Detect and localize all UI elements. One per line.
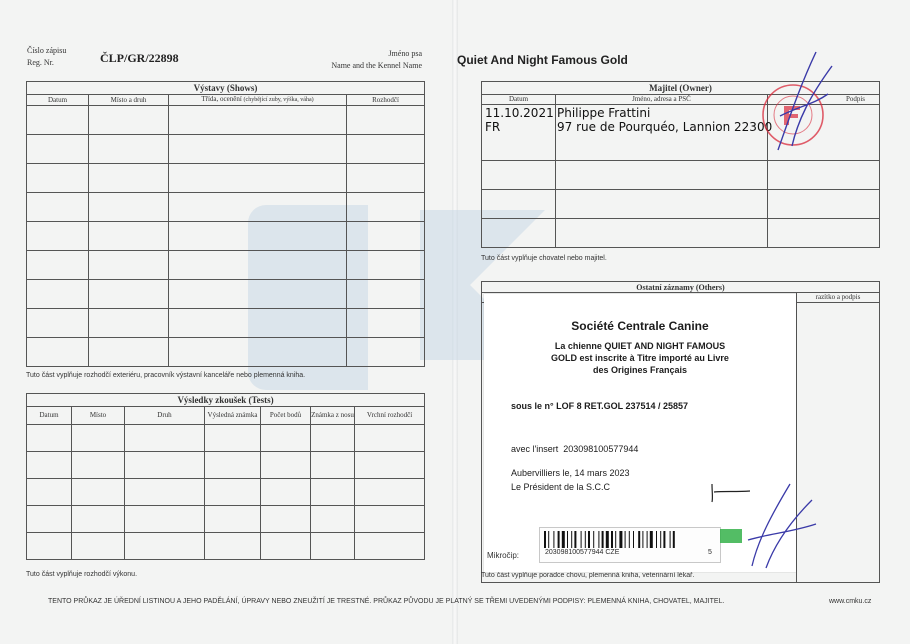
reg-label-en: Reg. Nr. <box>27 58 54 67</box>
others-title: Ostatní záznamy (Others) <box>482 282 880 293</box>
lof-line <box>511 401 688 411</box>
table-row[interactable] <box>27 106 425 135</box>
name-label-en: Name and the Kennel Name <box>331 61 422 70</box>
col-date: Datum <box>27 95 89 106</box>
table-row[interactable] <box>27 309 425 338</box>
table-row[interactable] <box>482 219 880 248</box>
col-judge: Rozhodčí <box>347 95 425 106</box>
barcode-icon <box>544 531 716 548</box>
signatory: Le Président de la S.C.C <box>511 482 611 492</box>
col-signature: Podpis <box>768 95 880 105</box>
table-row[interactable] <box>27 164 425 193</box>
shows-title: Výstavy (Shows) <box>27 82 425 95</box>
col-nose-grade: Známka z nosu <box>311 407 355 425</box>
col-place: Místo <box>72 407 125 425</box>
owner-date: 11.10.2021 <box>485 106 554 120</box>
lof-number: LOF 8 RET.GOL 237514 / 25857 <box>556 401 689 411</box>
owner-country: FR <box>485 120 501 134</box>
col-class <box>169 95 347 106</box>
footer-text: TENTO PRŮKAZ JE ÚŘEDNÍ LISTINOU A JEHO PADĚLÁNÍ, ÚPRAVY NEBO ZNEUŽITÍ JE TRESTNÉ. PRŮKAZ PŮVODU JE PLATNÝ SE TŘEMI UVEDENÝMI PODPISY: PLEMENNÁ KNIHA, CHOVATEL, MAJITEL. <box>48 598 725 605</box>
col-type: Druh <box>125 407 205 425</box>
table-row[interactable] <box>482 190 880 219</box>
col-stamp-signature: razítko a podpis <box>797 293 880 303</box>
tests-title: Výsledky zkoušek (Tests) <box>27 394 425 407</box>
owner-name: Philippe Frattini <box>557 106 651 120</box>
table-row[interactable] <box>27 193 425 222</box>
insert-statement-3: des Origines Français <box>592 365 688 375</box>
microchip-sticker <box>539 527 721 563</box>
name-label-cz: Jméno psa <box>388 49 422 58</box>
vet-signature-icon <box>742 480 824 570</box>
insert-statement-1: La chienne QUIET AND NIGHT FAMOUS <box>554 341 726 351</box>
registration-number: ČLP/GR/22898 <box>100 51 179 65</box>
col-class-detail: (chybějící zuby, výška, váha) <box>243 97 314 103</box>
others-note: Tuto část vyplňuje poradce chovu, plemenná kniha, veterinární lékař. <box>481 572 695 579</box>
shows-table <box>26 81 425 367</box>
reg-label-cz: Číslo zápisu <box>27 46 67 55</box>
insert-label: avec l'insert <box>511 444 559 454</box>
insert-org: Société Centrale Canine <box>571 319 709 333</box>
table-row[interactable] <box>27 479 425 506</box>
lof-prefix: sous le n° <box>511 401 554 411</box>
col-final-grade: Výsledná známka <box>205 407 261 425</box>
barcode-suffix: CZE <box>605 549 620 556</box>
place-date: Aubervilliers le, 14 mars 2023 <box>511 468 630 478</box>
barcode-text <box>545 549 619 556</box>
col-class-label: Třída, ocenění <box>201 95 242 103</box>
insert-line <box>511 444 638 454</box>
chip-sticker-tab <box>720 529 742 543</box>
table-row[interactable] <box>27 506 425 533</box>
table-row[interactable] <box>27 222 425 251</box>
footer-website: www.cmku.cz <box>829 598 872 605</box>
tests-note: Tuto část vyplňuje rozhodčí výkonu. <box>26 571 138 578</box>
shows-note: Tuto část vyplňuje rozhodčí exteriéru, pracovník výstavní kanceláře nebo plemenná kniha. <box>26 372 306 379</box>
owner-signature-icon <box>770 46 840 156</box>
table-row[interactable] <box>27 338 425 367</box>
barcode-number: 203098100577944 <box>545 549 604 556</box>
col-place: Místo a druh <box>89 95 169 106</box>
col-points: Počet bodů <box>261 407 311 425</box>
table-row[interactable] <box>27 425 425 452</box>
insert-statement-2: GOLD est inscrite à Titre importé au Livre <box>551 353 729 363</box>
tests-table <box>26 393 425 560</box>
dog-name: Quiet And Night Famous Gold <box>457 53 628 67</box>
table-row[interactable] <box>27 135 425 164</box>
col-date: Datum <box>27 407 72 425</box>
owner-address: 97 rue de Pourquéo, Lannion 22300 <box>557 120 773 134</box>
table-row[interactable] <box>482 161 880 190</box>
col-name-address: Jméno, adresa a PSČ <box>556 95 768 105</box>
insert-number: 203098100577944 <box>563 444 639 454</box>
table-row[interactable] <box>27 280 425 309</box>
col-date: Datum <box>482 95 556 105</box>
col-chief-judge: Vrchní rozhodčí <box>355 407 425 425</box>
table-row[interactable] <box>27 251 425 280</box>
owner-title: Majitel (Owner) <box>482 82 880 95</box>
microchip-label: Mikročip: <box>487 551 520 560</box>
table-row[interactable] <box>27 533 425 560</box>
owner-note: Tuto část vyplňuje chovatel nebo majitel. <box>481 255 607 262</box>
table-row[interactable] <box>27 452 425 479</box>
barcode-page: 5 <box>708 549 712 556</box>
